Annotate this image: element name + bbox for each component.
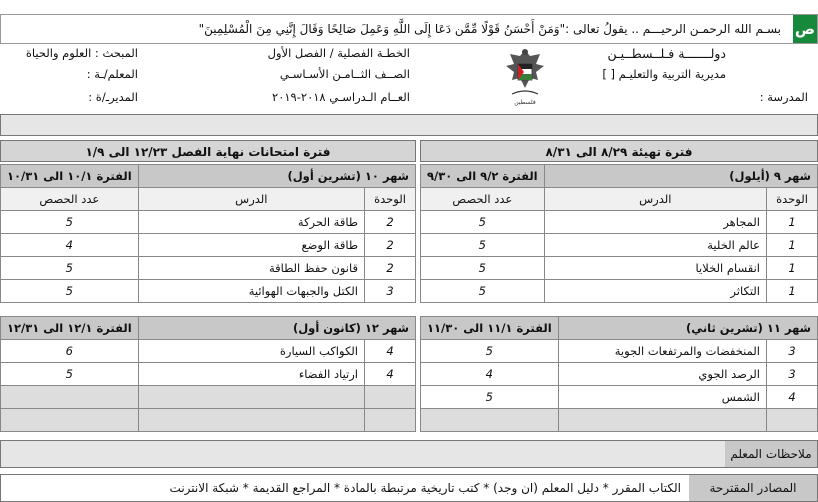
sources-row [0, 474, 818, 502]
count-cell: 6 [1, 340, 139, 363]
unit-cell: 2 [365, 234, 416, 257]
table-row [1, 386, 416, 409]
table-row [421, 257, 818, 280]
lesson-cell: ارتياد الفضاء [138, 363, 364, 386]
table-row [421, 363, 818, 386]
month-label: شهر ١٠ (تشرين أول) [138, 165, 415, 188]
month-label: شهر ١١ (تشرين ثاني) [558, 317, 817, 340]
month-label: شهر ٩ (أيلول) [544, 165, 817, 188]
table-row [1, 340, 416, 363]
empty-cell [1, 409, 139, 432]
principal-label: المديرـ/ة : [88, 90, 138, 104]
sources-label: المصادر المقترحة [689, 475, 817, 501]
lesson-cell: طاقة الحركة [138, 211, 364, 234]
lesson-cell: طاقة الوضع [138, 234, 364, 257]
unit-cell: 4 [767, 386, 818, 409]
lesson-cell: عالم الخلية [544, 234, 766, 257]
table-row [421, 386, 818, 409]
unit-cell: 2 [365, 257, 416, 280]
directorate-label: مديرية التربية والتعليـم [ ] [602, 67, 726, 81]
table-row [1, 234, 416, 257]
count-cell: 5 [1, 211, 139, 234]
empty-cell [138, 409, 364, 432]
count-header: عدد الحصص [421, 188, 545, 211]
unit-cell: 1 [767, 257, 818, 280]
month-header-row [421, 165, 818, 188]
empty-cell [138, 386, 364, 409]
unit-header: الوحدة [767, 188, 818, 211]
unit-header: الوحدة [365, 188, 416, 211]
count-header: عدد الحصص [1, 188, 139, 211]
unit-cell: 4 [365, 340, 416, 363]
unit-cell: 3 [767, 340, 818, 363]
lesson-cell: المجاهر [544, 211, 766, 234]
country-label: دولـــــــة فـلــسطــيـن [607, 46, 726, 61]
subject-label: المبحث : العلوم والحياة [25, 46, 138, 60]
school-label: المدرسة : [759, 90, 808, 104]
table-november [420, 316, 818, 432]
column-header-row [1, 188, 416, 211]
prep-period-title: فترة تهيئة ٨/٢٩ الى ٨/٣١ [420, 140, 818, 162]
unit-cell: 4 [365, 363, 416, 386]
table-row [421, 234, 818, 257]
month-header-row [1, 317, 416, 340]
table-december [0, 316, 416, 432]
column-header-row [421, 188, 818, 211]
unit-cell: 1 [767, 211, 818, 234]
empty-cell [767, 409, 818, 432]
exam-period-title: فترة امتحانات نهاية الفصل ١٢/٢٣ الى ١/٩ [0, 140, 416, 162]
month-label: شهر ١٢ (كانون أول) [138, 317, 415, 340]
table-row [421, 280, 818, 303]
lesson-cell: المنخفضات والمرتفعات الجوية [558, 340, 766, 363]
empty-cell [365, 409, 416, 432]
count-cell: 5 [1, 257, 139, 280]
unit-cell: 2 [365, 211, 416, 234]
count-cell: 5 [421, 211, 545, 234]
document-header [0, 44, 818, 110]
period-label: الفترة ١٠/١ الى ١٠/٣١ [1, 165, 139, 188]
table-row [421, 211, 818, 234]
unit-cell: 1 [767, 280, 818, 303]
table-row [1, 211, 416, 234]
lesson-cell: انقسام الخلايا [544, 257, 766, 280]
basmala-verse: بسـم الله الرحمـن الرحيـــم .. يقولُ تعالى :"وَمَنْ أَحْسَنُ قَوْلًا مِّمَّن دَعَا إِلَى اللَّهِ وَعَمِلَ صَالِحًا وَقَالَ إِنَّنِي مِنَ الْمُسْلِمِينَ" [198, 22, 781, 36]
grade-label: الصــف الثــامـن الأسـاسـي [279, 67, 410, 81]
empty-band [0, 114, 818, 136]
table-row [421, 409, 818, 432]
empty-cell [365, 386, 416, 409]
count-cell: 4 [421, 363, 559, 386]
table-row [1, 363, 416, 386]
plan-title: الخطـة الفصلية / الفصل الأول [267, 46, 410, 60]
table-row [421, 340, 818, 363]
teacher-notes-label: ملاحظات المعلم [725, 441, 817, 467]
sources-value: الكتاب المقرر * دليل المعلم (ان وجد) * كتب تاريخية مرتبطة بالمادة * المراجع القديمة * شبكة الانترنت [169, 481, 681, 495]
empty-cell [558, 409, 766, 432]
unit-cell: 3 [767, 363, 818, 386]
palestine-emblem-icon [502, 44, 548, 108]
table-september [420, 164, 818, 303]
emblem-label: فلسطين [514, 99, 536, 106]
count-cell: 5 [421, 280, 545, 303]
teacher-label: المعلم/ـة : [86, 67, 138, 81]
month-header-row [1, 165, 416, 188]
count-cell: 5 [421, 386, 559, 409]
count-cell: 4 [1, 234, 139, 257]
table-row [1, 257, 416, 280]
count-cell: 5 [1, 363, 139, 386]
empty-cell [421, 409, 559, 432]
lesson-header: الدرس [544, 188, 766, 211]
lesson-cell: الكواكب السيارة [138, 340, 364, 363]
period-label: الفترة ١٢/١ الى ١٢/٣١ [1, 317, 139, 340]
period-label: الفترة ١١/١ الى ١١/٣٠ [421, 317, 559, 340]
table-october [0, 164, 416, 303]
count-cell: 5 [421, 257, 545, 280]
verse-bar [0, 14, 818, 44]
school-year-label: العــام الـدراسـي ٢٠١٨-٢٠١٩ [272, 90, 410, 104]
lesson-cell: قانون حفظ الطاقة [138, 257, 364, 280]
lesson-cell: الرصد الجوي [558, 363, 766, 386]
empty-cell [1, 386, 139, 409]
app-logo-icon: ص [793, 15, 817, 43]
lesson-cell: التكاثر [544, 280, 766, 303]
lesson-cell: الكتل والجبهات الهوائية [138, 280, 364, 303]
lesson-header: الدرس [138, 188, 364, 211]
unit-cell: 3 [365, 280, 416, 303]
teacher-notes-row [0, 440, 818, 468]
table-row [1, 280, 416, 303]
unit-cell: 1 [767, 234, 818, 257]
count-cell: 5 [1, 280, 139, 303]
table-row [1, 409, 416, 432]
lesson-cell: الشمس [558, 386, 766, 409]
count-cell: 5 [421, 234, 545, 257]
month-header-row [421, 317, 818, 340]
period-label: الفترة ٩/٢ الى ٩/٣٠ [421, 165, 545, 188]
count-cell: 5 [421, 340, 559, 363]
